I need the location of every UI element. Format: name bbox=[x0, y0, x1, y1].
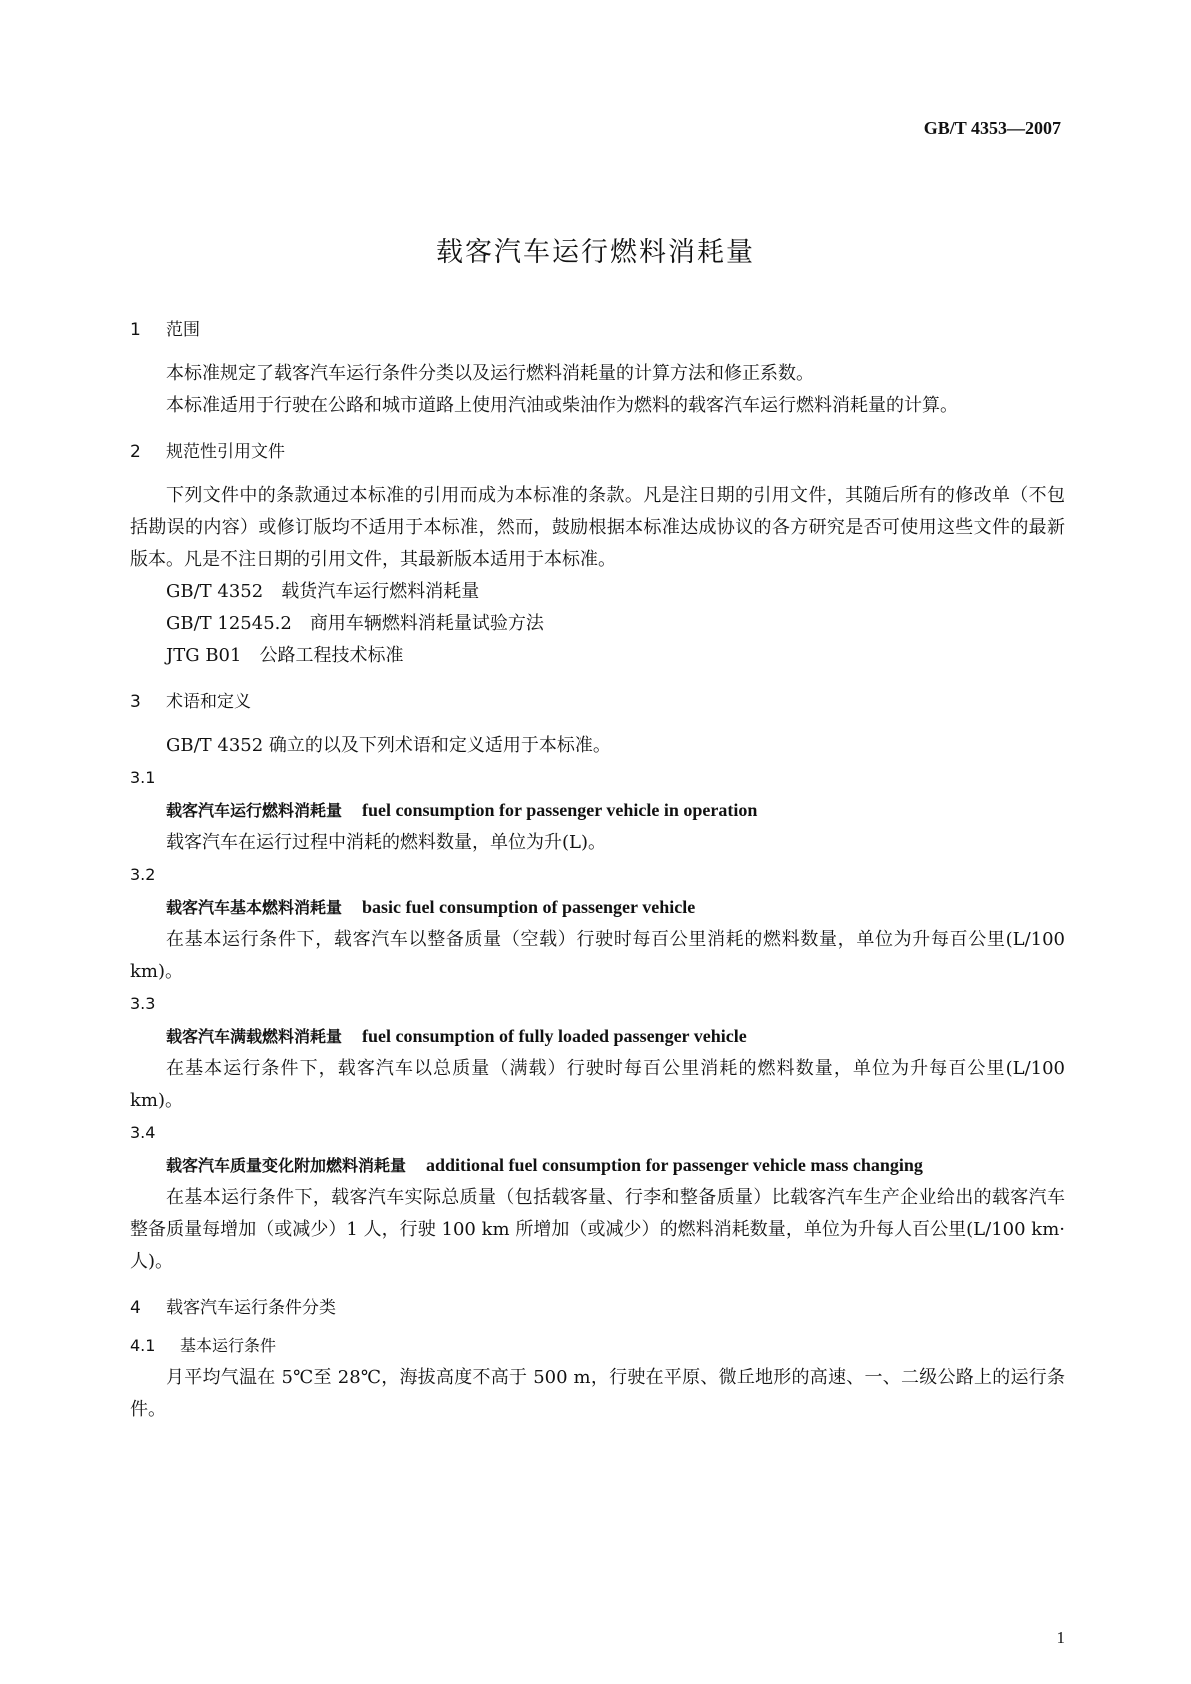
paragraph: 本标准规定了载客汽车运行条件分类以及运行燃料消耗量的计算方法和修正系数。 bbox=[166, 363, 814, 384]
section-4-heading bbox=[130, 1294, 1065, 1322]
term-en: basic fuel consumption of passenger vehicle bbox=[362, 897, 696, 917]
term-definition: 在基本运行条件下，载客汽车以整备质量（空载）行驶时每百公里消耗的燃料数量，单位为升每百公里(L/100 km)。 bbox=[130, 929, 1065, 982]
clause-number: 3.2 bbox=[130, 865, 156, 884]
document-code: GB/T 4353—2007 bbox=[923, 118, 1061, 138]
reference-title: 商用车辆燃料消耗量试验方法 bbox=[309, 613, 544, 634]
subsection-title: 基本运行条件 bbox=[180, 1336, 277, 1355]
section-number: 3 bbox=[130, 692, 141, 712]
document-body bbox=[130, 316, 1065, 1426]
section-title: 范围 bbox=[166, 320, 200, 340]
section-title: 术语和定义 bbox=[166, 692, 251, 712]
section-title: 载客汽车运行条件分类 bbox=[166, 1298, 336, 1318]
section-2-heading bbox=[130, 438, 1065, 466]
term-en: fuel consumption of fully loaded passenger vehicle bbox=[362, 1026, 747, 1046]
term-en: fuel consumption for passenger vehicle in operation bbox=[362, 800, 758, 820]
term-heading bbox=[130, 1020, 1065, 1053]
clause-number: 3.1 bbox=[130, 768, 156, 787]
clause-number: 3.3 bbox=[130, 994, 156, 1013]
term-definition: 在基本运行条件下，载客汽车以总质量（满载）行驶时每百公里消耗的燃料数量，单位为升每百公里(L/100 km)。 bbox=[130, 1058, 1065, 1111]
reference-title: 公路工程技术标准 bbox=[259, 645, 404, 666]
section-1-heading bbox=[130, 316, 1065, 344]
section-3-heading bbox=[130, 688, 1065, 716]
reference-title: 载货汽车运行燃料消耗量 bbox=[281, 581, 480, 602]
section-number: 4 bbox=[130, 1298, 141, 1318]
page-number: 1 bbox=[1056, 1628, 1065, 1647]
paragraph: 月平均气温在 5℃至 28℃，海拔高度不高于 500 m，行驶在平原、微丘地形的高速、一、二级公路上的运行条件。 bbox=[130, 1367, 1065, 1420]
section-number: 2 bbox=[130, 442, 141, 462]
reference-code: JTG B01 bbox=[166, 645, 242, 666]
reference-item bbox=[130, 640, 1065, 672]
paragraph: 下列文件中的条款通过本标准的引用而成为本标准的条款。凡是注日期的引用文件，其随后所有的修改单（不包括勘误的内容）或修订版均不适用于本标准，然而，鼓励根据本标准达成协议的各方研究是否可使用这些文件的最新版本。凡是不注日期的引用文件，其最新版本适用于本标准。 bbox=[130, 485, 1065, 570]
term-zh: 载客汽车满载燃料消耗量 bbox=[166, 1027, 343, 1046]
paragraph: 本标准适用于行驶在公路和城市道路上使用汽油或柴油作为燃料的载客汽车运行燃料消耗量的计算。 bbox=[166, 395, 958, 416]
subsection-number: 4.1 bbox=[130, 1336, 156, 1355]
term-definition: 在基本运行条件下，载客汽车实际总质量（包括载客量、行李和整备质量）比载客汽车生产企业给出的载客汽车整备质量每增加（或减少）1 人，行驶 100 km 所增加（或减少）的燃料消耗数量，单位为升每人百公里(L/100 km·人)。 bbox=[130, 1187, 1065, 1272]
clause-number: 3.4 bbox=[130, 1123, 156, 1142]
term-en: additional fuel consumption for passenger vehicle mass changing bbox=[426, 1155, 923, 1175]
subsection-4-1-heading bbox=[130, 1330, 1065, 1362]
document-title: 载客汽车运行燃料消耗量 bbox=[436, 237, 755, 268]
reference-item bbox=[130, 608, 1065, 640]
term-definition: 载客汽车在运行过程中消耗的燃料数量，单位为升(L)。 bbox=[166, 832, 606, 853]
term-zh: 载客汽车基本燃料消耗量 bbox=[166, 898, 343, 917]
term-heading bbox=[130, 891, 1065, 924]
section-title: 规范性引用文件 bbox=[166, 442, 285, 462]
reference-code: GB/T 4352 bbox=[166, 581, 264, 602]
reference-item bbox=[130, 576, 1065, 608]
term-zh: 载客汽车运行燃料消耗量 bbox=[166, 801, 343, 820]
section-number: 1 bbox=[130, 320, 141, 340]
term-heading bbox=[130, 794, 1065, 827]
paragraph: GB/T 4352 确立的以及下列术语和定义适用于本标准。 bbox=[166, 735, 611, 756]
term-zh: 载客汽车质量变化附加燃料消耗量 bbox=[166, 1156, 407, 1175]
term-heading bbox=[130, 1149, 1065, 1182]
reference-code: GB/T 12545.2 bbox=[166, 613, 292, 634]
